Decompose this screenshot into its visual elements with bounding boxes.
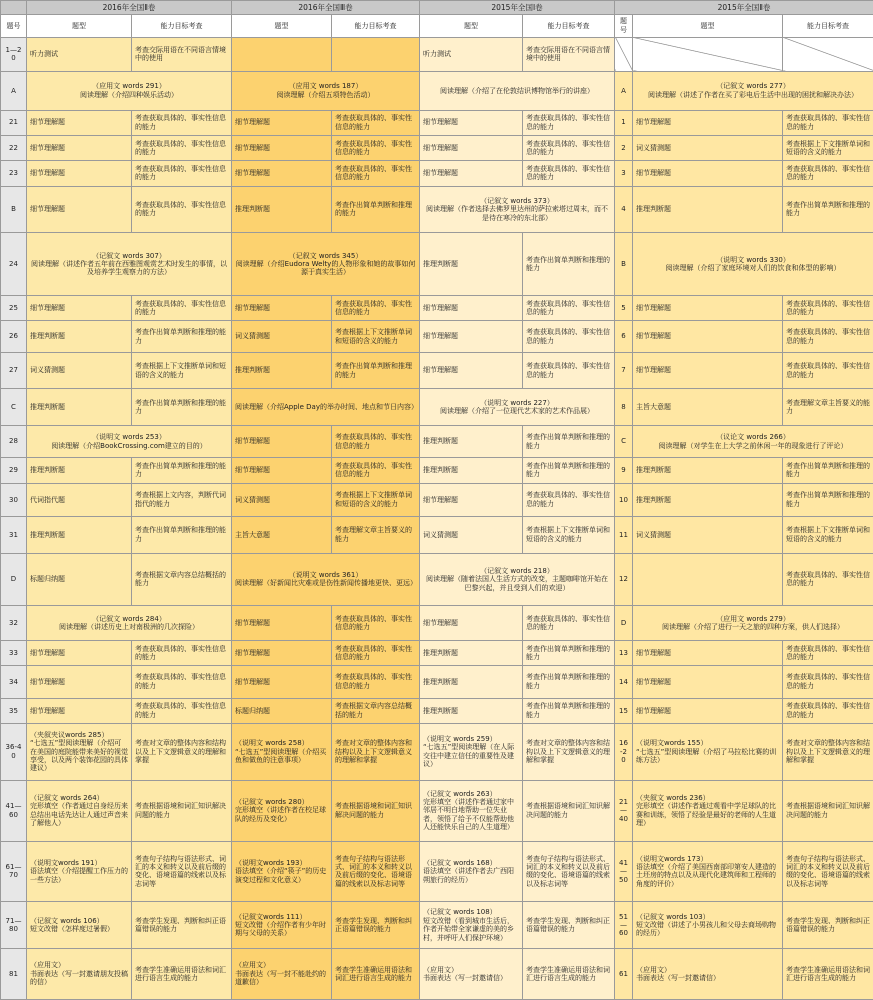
table-row xyxy=(1,425,873,457)
type-cell: 细节理解题 xyxy=(633,352,783,389)
row-number: 3 xyxy=(615,161,633,186)
row-number: 71—80 xyxy=(1,902,27,949)
ability-cell: 考查根据上下文推断单词和短语的含义的能力 xyxy=(132,352,232,389)
ability-cell: 考查学生发现、判断和纠正语篇错误的能力 xyxy=(783,902,873,949)
row-number: 1 xyxy=(615,110,633,135)
type-cell: 推理判断题 xyxy=(420,233,523,296)
row-number: D xyxy=(615,606,633,640)
type-cell: 推理判断题 xyxy=(27,517,132,554)
type-cell: 细节理解题 xyxy=(232,110,332,135)
row-number: 6 xyxy=(615,321,633,352)
row-number: D xyxy=(1,553,27,606)
num-header: 题号 xyxy=(1,15,27,37)
row-number: 21 xyxy=(1,110,27,135)
type-cell: （记叙文 words 168） 语法填空（讲述作者去广西阳朔旅行的经历） xyxy=(420,841,523,902)
ability-cell: 考查学生准确运用语法和词汇进行语言生成的能力 xyxy=(132,949,232,1000)
type-cell: （说明文words 173） 语法填空（介绍了美国西南部印第安人建造的土坯房的特点以及从现代化建筑师和工程师的角度的评价） xyxy=(633,841,783,902)
ability-cell: 考查对文章的整体内容和结构以及上下文逻辑意义的理解和掌握 xyxy=(783,723,873,780)
ability-cell: 考查获取具体的、事实性信息的能力 xyxy=(783,110,873,135)
ability-cell: 考查根据文章内容总结概括的能力 xyxy=(332,698,420,723)
type-cell: 细节理解题 xyxy=(420,110,523,135)
ability-cell: 考查获取具体的、事实性信息的能力 xyxy=(783,698,873,723)
ability-cell: 考查根据上下文推断单词和短语的含义的能力 xyxy=(783,135,873,160)
passage-cell: 阅读理解（介绍Apple Day的举办时间、地点和节日内容） xyxy=(232,389,420,426)
type-cell: 词义猜测题 xyxy=(27,352,132,389)
type-cell: （记叙文 words 280） 完形填空（讲述作者在校足球队的经历及变化） xyxy=(232,780,332,841)
type-cell: 细节理解题 xyxy=(27,640,132,665)
row-number: A xyxy=(615,71,633,110)
type-cell: （说明文 words 259） “七选五”型阅读理解（在人际交往中建立信任的重要性及建议） xyxy=(420,723,523,780)
ability-cell: 考查获取具体的、事实性信息的能力 xyxy=(783,296,873,321)
ability-cell: 考查获取具体的、事实性信息的能力 xyxy=(132,186,232,233)
type-cell: 词义猜测题 xyxy=(633,517,783,554)
passage-cell: （说明文 words 253） 阅读理解（介绍BookCrossing.com建立的目的） xyxy=(27,425,232,457)
type-cell: 细节理解题 xyxy=(232,425,332,457)
row-number: 12 xyxy=(615,553,633,606)
table-row xyxy=(1,949,873,1000)
row-number: 24 xyxy=(1,233,27,296)
type-cell: 推理判断题 xyxy=(633,483,783,516)
row-number: 16-20 xyxy=(615,723,633,780)
ability-cell: 考查作出简单判断和推理的能力 xyxy=(523,698,615,723)
ability-header: 能力目标考查 xyxy=(332,15,420,37)
type-cell: 推理判断题 xyxy=(420,666,523,698)
ability-cell: 考查获取具体的、事实性信息的能力 xyxy=(523,110,615,135)
type-cell: 主旨大意题 xyxy=(232,517,332,554)
type-cell: （说明文words 155） “七选五”型阅读理解（介绍了马拉松比赛的训练方法） xyxy=(633,723,783,780)
type-cell: 词义猜测题 xyxy=(633,135,783,160)
table-row xyxy=(1,161,873,186)
type-cell: 推理判断题 xyxy=(232,186,332,233)
type-cell xyxy=(633,37,783,71)
type-header: 题型 xyxy=(232,15,332,37)
ability-cell: 考查获取具体的、事实性信息的能力 xyxy=(523,321,615,352)
exam-header: 2016年全国Ⅲ卷 xyxy=(232,1,420,15)
ability-cell: 考查学生发现、判断和纠正语篇错误的能力 xyxy=(523,902,615,949)
ability-cell: 考查根据上文内容，判断代词指代的能力 xyxy=(132,483,232,516)
ability-cell: 考查对文章的整体内容和结构以及上下文逻辑意义的理解和掌握 xyxy=(523,723,615,780)
row-number: 15 xyxy=(615,698,633,723)
type-cell: 细节理解题 xyxy=(27,666,132,698)
ability-cell: 考查获取具体的、事实性信息的能力 xyxy=(332,135,420,160)
ability-cell: 考查理解文章主旨要义的能力 xyxy=(783,389,873,426)
table-row xyxy=(1,553,873,606)
row-number: 36-40 xyxy=(1,723,27,780)
table-row xyxy=(1,517,873,554)
type-cell xyxy=(633,553,783,606)
type-cell: 细节理解题 xyxy=(232,161,332,186)
ability-cell: 考查句子结构与语法形式、词汇的本义和转义以及前后缀的变化、语境语篇的线索以及标志词等 xyxy=(523,841,615,902)
type-cell: （应用文） 书面表达（写一封不能赴约的道歉信） xyxy=(232,949,332,1000)
row-number: C xyxy=(1,389,27,426)
ability-cell: 考查获取具体的、事实性信息的能力 xyxy=(783,321,873,352)
table-row xyxy=(1,458,873,483)
type-cell: 细节理解题 xyxy=(232,135,332,160)
ability-cell: 考查交际用语在不同语言情境中的使用 xyxy=(523,37,615,71)
type-cell: （记叙文 words 263） 完形填空（讲述作者通过家中邻居不明白地帮助一位失业者，领悟了给予不仅能帮助他人还能快乐自己的人生道理） xyxy=(420,780,523,841)
table-row xyxy=(1,186,873,233)
ability-cell: 考查作出简单判断和推理的能力 xyxy=(132,517,232,554)
table-row xyxy=(1,606,873,640)
ability-cell: 考查获取具体的、事实性信息的能力 xyxy=(523,606,615,640)
ability-cell: 考查句子结构与语法形式、词汇的本义和转义以及前后缀的变化、语境语篇的线索以及标志词等 xyxy=(783,841,873,902)
type-cell: 细节理解题 xyxy=(420,135,523,160)
ability-cell: 考查句子结构与语法形式、词汇的本义和转义以及前后缀的变化、语境语篇的线索以及标志词等 xyxy=(132,841,232,902)
ability-cell: 考查理解文章主旨要义的能力 xyxy=(332,517,420,554)
ability-cell xyxy=(332,37,420,71)
ability-cell: 考查根据文章内容总结概括的能力 xyxy=(132,553,232,606)
row-number: 23 xyxy=(1,161,27,186)
table-row xyxy=(1,389,873,426)
row-number: 31 xyxy=(1,517,27,554)
ability-cell: 考查根据上下文推断单词和短语的含义的能力 xyxy=(783,517,873,554)
num-header: 题号 xyxy=(615,15,633,37)
ability-cell: 考查作出简单判断和推理的能力 xyxy=(783,458,873,483)
type-cell: 推理判断题 xyxy=(27,458,132,483)
passage-cell: （说明文 words 227） 阅读理解（介绍了一位现代艺术家的艺术作品展） xyxy=(420,389,615,426)
ability-cell: 考查作出简单判断和推理的能力 xyxy=(332,186,420,233)
type-cell: （记叙文 words 103） 短文改错（讲述了小男孩儿和父母去商场购物的经历） xyxy=(633,902,783,949)
passage-cell: （记叙文 words 345） 阅读理解（介绍Eudora Welty的人物形象和她的故事如何源于真实生活） xyxy=(232,233,420,296)
table-row xyxy=(1,780,873,841)
passage-cell: （记叙文 words 307） 阅读理解（讲述作者五年前在西雅图观赏艺术时发生的事情，以及培养学生观察力的方法） xyxy=(27,233,232,296)
type-header: 题型 xyxy=(27,15,132,37)
row-number: B xyxy=(615,233,633,296)
ability-cell: 考查作出简单判断和推理的能力 xyxy=(783,483,873,516)
row-number: 21—40 xyxy=(615,780,633,841)
row-number: 11 xyxy=(615,517,633,554)
type-cell: 词义猜测题 xyxy=(420,517,523,554)
ability-header: 能力目标考查 xyxy=(783,15,873,37)
ability-cell: 考查对文章的整体内容和结构以及上下文逻辑意义的理解和掌握 xyxy=(132,723,232,780)
type-cell: （应用文） 书面表达（写一封邀请信） xyxy=(420,949,523,1000)
table-row xyxy=(1,483,873,516)
ability-cell: 考查交际用语在不同语言情境中的使用 xyxy=(132,37,232,71)
row-number: 2 xyxy=(615,135,633,160)
type-cell: （记叙文 words 108） 短文改错（看到城市生活后，作者开始带全家谦虚的美的乡村，并呼吁人们保护环境） xyxy=(420,902,523,949)
row-number: 61—70 xyxy=(1,841,27,902)
row-number: 8 xyxy=(615,389,633,426)
ability-cell: 考查获取具体的、事实性信息的能力 xyxy=(783,553,873,606)
type-cell: （说明文words 193） 语法填空（介绍“筷子”的历史演变过程和文化意义） xyxy=(232,841,332,902)
type-cell: 听力测试 xyxy=(27,37,132,71)
ability-cell: 考查作出简单判断和推理的能力 xyxy=(332,352,420,389)
table-row xyxy=(1,723,873,780)
type-cell: 细节理解题 xyxy=(232,606,332,640)
ability-header: 能力目标考查 xyxy=(132,15,232,37)
type-cell: 细节理解题 xyxy=(27,135,132,160)
row-number: B xyxy=(1,186,27,233)
row-number: 61 xyxy=(615,949,633,1000)
header-row-columns xyxy=(1,15,873,37)
row-number: 1—20 xyxy=(1,37,27,71)
row-number: C xyxy=(615,425,633,457)
passage-cell: （记叙文 words 218） 阅读理解（随着法国人生活方式的改变，主题咖啡馆开始在巴黎兴起，并且受到人们的欢迎） xyxy=(420,553,615,606)
ability-cell: 考查根据语境和词汇知识解决问题的能力 xyxy=(132,780,232,841)
header-row-exams xyxy=(1,1,873,15)
type-cell: 推理判断题 xyxy=(420,425,523,457)
type-cell: 细节理解题 xyxy=(232,296,332,321)
row-number: 14 xyxy=(615,666,633,698)
row-number: 28 xyxy=(1,425,27,457)
type-cell: （说明文 words 258） “七选五”型阅读理解（介绍买鱼和做鱼的注意事项） xyxy=(232,723,332,780)
ability-cell: 考查作出简单判断和推理的能力 xyxy=(523,233,615,296)
type-cell: 标题归纳题 xyxy=(232,698,332,723)
ability-cell: 考查作出简单判断和推理的能力 xyxy=(523,640,615,665)
type-cell: （记叙文words 111） 短文改错（介绍作者有少年时期与父母的关系） xyxy=(232,902,332,949)
corner-cell xyxy=(1,1,27,15)
type-cell: 细节理解题 xyxy=(420,606,523,640)
ability-cell: 考查获取具体的、事实性信息的能力 xyxy=(332,425,420,457)
ability-cell: 考查学生准确运用语法和词汇进行语言生成的能力 xyxy=(332,949,420,1000)
row-number xyxy=(615,37,633,71)
type-cell: 细节理解题 xyxy=(27,296,132,321)
row-number: 81 xyxy=(1,949,27,1000)
type-cell: 细节理解题 xyxy=(232,640,332,665)
passage-cell: （记叙文 words 284） 阅读理解（讲述历史上对南极洲的几次探险） xyxy=(27,606,232,640)
passage-cell: （应用文 words 187） 阅读理解（介绍五项特色活动） xyxy=(232,71,420,110)
table-row xyxy=(1,321,873,352)
ability-cell: 考查对文章的整体内容和结构以及上下文逻辑意义的理解和掌握 xyxy=(332,723,420,780)
ability-cell: 考查根据上下文推断单词和短语的含义的能力 xyxy=(332,321,420,352)
ability-cell: 考查学生准确运用语法和词汇进行语言生成的能力 xyxy=(523,949,615,1000)
row-number: 41—50 xyxy=(615,841,633,902)
type-cell: 细节理解题 xyxy=(420,161,523,186)
type-cell: 细节理解题 xyxy=(420,321,523,352)
type-cell: 推理判断题 xyxy=(633,186,783,233)
type-cell: 细节理解题 xyxy=(633,698,783,723)
type-cell xyxy=(232,37,332,71)
ability-cell: 考查根据语境和词汇知识解决问题的能力 xyxy=(523,780,615,841)
ability-cell: 考查获取具体的、事实性信息的能力 xyxy=(523,161,615,186)
ability-cell: 考查获取具体的、事实性信息的能力 xyxy=(132,110,232,135)
row-number: 51—60 xyxy=(615,902,633,949)
type-cell: 推理判断题 xyxy=(420,698,523,723)
ability-cell: 考查根据语境和词汇知识解决问题的能力 xyxy=(332,780,420,841)
type-cell: 推理判断题 xyxy=(633,458,783,483)
row-number: 32 xyxy=(1,606,27,640)
type-cell: （夹叙文 words 236） 完形填空（讲述作者通过观看中学足球队的比赛和训练，领悟了经验是最好的老师的人生道理） xyxy=(633,780,783,841)
type-cell: （记叙文 words 106） 短文改错（怎样度过暑假） xyxy=(27,902,132,949)
type-cell: （记叙文 words 264） 完形填空（作者通过自身经历来总结出电话先达让人通过声音来了解他人） xyxy=(27,780,132,841)
ability-cell: 考查作出简单判断和推理的能力 xyxy=(132,458,232,483)
type-cell: 细节理解题 xyxy=(420,296,523,321)
table-row xyxy=(1,135,873,160)
table-row xyxy=(1,71,873,110)
row-number: 27 xyxy=(1,352,27,389)
ability-cell: 考查根据上下文推断单词和短语的含义的能力 xyxy=(523,517,615,554)
row-number: 9 xyxy=(615,458,633,483)
ability-cell: 考查句子结构与语法形式、词汇的本义和转义以及前后缀的变化、语境语篇的线索以及标志词等 xyxy=(332,841,420,902)
row-number: 26 xyxy=(1,321,27,352)
ability-cell: 考查获取具体的、事实性信息的能力 xyxy=(523,135,615,160)
passage-cell: 阅读理解（介绍了在伦敦结识博物馆举行的讲座） xyxy=(420,71,615,110)
type-cell: 词义猜测题 xyxy=(232,483,332,516)
type-cell: 推理判断题 xyxy=(420,458,523,483)
type-cell: 细节理解题 xyxy=(232,666,332,698)
row-number: 29 xyxy=(1,458,27,483)
ability-cell: 考查根据语境和词汇知识解决问题的能力 xyxy=(783,780,873,841)
table-row xyxy=(1,37,873,71)
type-cell: （说明文words 191） 语法填空（介绍提醒工作压力的一些方法） xyxy=(27,841,132,902)
table-row xyxy=(1,666,873,698)
type-cell: 主旨大意题 xyxy=(633,389,783,426)
type-header: 题型 xyxy=(633,15,783,37)
ability-cell: 考查获取具体的、事实性信息的能力 xyxy=(132,666,232,698)
ability-cell: 考查学生准确运用语法和词汇进行语言生成的能力 xyxy=(783,949,873,1000)
ability-cell: 考查获取具体的、事实性信息的能力 xyxy=(132,135,232,160)
ability-cell: 考查获取具体的、事实性信息的能力 xyxy=(132,161,232,186)
table-row xyxy=(1,352,873,389)
type-cell: 细节理解题 xyxy=(633,640,783,665)
type-cell: 推理判断题 xyxy=(232,352,332,389)
ability-cell: 考查获取具体的、事实性信息的能力 xyxy=(132,698,232,723)
ability-cell: 考查获取具体的、事实性信息的能力 xyxy=(783,640,873,665)
type-cell: 细节理解题 xyxy=(27,110,132,135)
type-cell: 推理判断题 xyxy=(27,389,132,426)
type-cell: （应用文） 书面表达（写一封邀请朋友投稿的信） xyxy=(27,949,132,1000)
ability-cell: 考查作出简单判断和推理的能力 xyxy=(783,186,873,233)
row-number: 4 xyxy=(615,186,633,233)
ability-cell: 考查学生发现、判断和纠正语篇错误的能力 xyxy=(332,902,420,949)
passage-cell: （应用文 words 279） 阅读理解（介绍了进行一天之旅的四种方案，供人们选择） xyxy=(633,606,873,640)
row-number: 33 xyxy=(1,640,27,665)
ability-cell: 考查获取具体的、事实性信息的能力 xyxy=(523,352,615,389)
table-row xyxy=(1,841,873,902)
type-cell: 细节理解题 xyxy=(27,698,132,723)
type-cell: 细节理解题 xyxy=(420,352,523,389)
passage-cell: （记叙文 words 373） 阅读理解（作者选择去佛罗里达州的萨拉索塔过周末，而不是待在寒冷的东北部） xyxy=(420,186,615,233)
ability-cell: 考查获取具体的、事实性信息的能力 xyxy=(783,161,873,186)
ability-cell: 考查作出简单判断和推理的能力 xyxy=(523,458,615,483)
table-row xyxy=(1,233,873,296)
ability-cell: 考查学生发现、判断和纠正语篇错误的能力 xyxy=(132,902,232,949)
ability-cell: 考查获取具体的、事实性信息的能力 xyxy=(132,640,232,665)
ability-cell: 考查作出简单判断和推理的能力 xyxy=(132,389,232,426)
ability-cell: 考查获取具体的、事实性信息的能力 xyxy=(783,352,873,389)
type-cell: 标题归纳题 xyxy=(27,553,132,606)
ability-cell: 考查获取具体的、事实性信息的能力 xyxy=(332,666,420,698)
row-number: 10 xyxy=(615,483,633,516)
type-cell: 细节理解题 xyxy=(27,161,132,186)
type-cell: （应用文） 书面表达（写一封邀请信） xyxy=(633,949,783,1000)
type-cell: 推理判断题 xyxy=(420,640,523,665)
type-cell: 细节理解题 xyxy=(232,458,332,483)
row-number: 7 xyxy=(615,352,633,389)
exam-header: 2015年全国Ⅱ卷 xyxy=(615,1,873,15)
row-number: 5 xyxy=(615,296,633,321)
passage-cell: （说明文 words 361） 阅读理解（好新闻比灾难或是伤性新闻传播地更快、更远） xyxy=(232,553,420,606)
type-cell: 细节理解题 xyxy=(420,483,523,516)
table-row xyxy=(1,640,873,665)
type-cell: 听力测试 xyxy=(420,37,523,71)
table-row xyxy=(1,698,873,723)
ability-header: 能力目标考查 xyxy=(523,15,615,37)
row-number: 35 xyxy=(1,698,27,723)
type-cell: 细节理解题 xyxy=(633,296,783,321)
ability-cell: 考查获取具体的、事实性信息的能力 xyxy=(523,296,615,321)
ability-cell: 考查获取具体的、事实性信息的能力 xyxy=(332,110,420,135)
row-number: 13 xyxy=(615,640,633,665)
ability-cell: 考查作出简单判断和推理的能力 xyxy=(132,321,232,352)
row-number: 22 xyxy=(1,135,27,160)
row-number: 30 xyxy=(1,483,27,516)
ability-cell: 考查获取具体的、事实性信息的能力 xyxy=(332,161,420,186)
ability-cell: 考查获取具体的、事实性信息的能力 xyxy=(783,666,873,698)
passage-cell: （应用文 words 291） 阅读理解（介绍四种娱乐活动） xyxy=(27,71,232,110)
ability-cell: 考查作出简单判断和推理的能力 xyxy=(523,666,615,698)
row-number: 25 xyxy=(1,296,27,321)
passage-cell: （议论文 words 266） 阅读理解（对学生在上大学之前休闲一年的现象进行了评论） xyxy=(633,425,873,457)
type-cell: 细节理解题 xyxy=(633,110,783,135)
row-number: 41—60 xyxy=(1,780,27,841)
ability-cell xyxy=(783,37,873,71)
ability-cell: 考查获取具体的、事实性信息的能力 xyxy=(132,296,232,321)
ability-cell: 考查获取具体的、事实性信息的能力 xyxy=(332,296,420,321)
passage-cell: （说明文 words 330） 阅读理解（介绍了家庭环境对人们的饮食和体型的影响） xyxy=(633,233,873,296)
table-row xyxy=(1,902,873,949)
ability-cell: 考查获取具体的、事实性信息的能力 xyxy=(332,458,420,483)
type-cell: 细节理解题 xyxy=(633,666,783,698)
table-row xyxy=(1,110,873,135)
ability-cell: 考查获取具体的、事实性信息的能力 xyxy=(332,640,420,665)
type-cell: 词义猜测题 xyxy=(232,321,332,352)
exam-header: 2016年全国Ⅱ卷 xyxy=(27,1,232,15)
type-cell: 代词指代题 xyxy=(27,483,132,516)
type-cell: 细节理解题 xyxy=(27,186,132,233)
exam-header: 2015年全国Ⅰ卷 xyxy=(420,1,615,15)
ability-cell: 考查根据上下文推断单词和短语的含义的能力 xyxy=(332,483,420,516)
table-row xyxy=(1,296,873,321)
row-number: A xyxy=(1,71,27,110)
type-cell: （夹叙夹议words 285） “七选五”型阅读理解（介绍可在美国的庭院能带来美好的视觉享受，以及两个装饰花园的具体建议） xyxy=(27,723,132,780)
ability-cell: 考查获取具体的、事实性信息的能力 xyxy=(523,483,615,516)
type-header: 题型 xyxy=(420,15,523,37)
type-cell: 细节理解题 xyxy=(633,321,783,352)
ability-cell: 考查获取具体的、事实性信息的能力 xyxy=(332,606,420,640)
row-number: 34 xyxy=(1,666,27,698)
type-cell: 推理判断题 xyxy=(27,321,132,352)
passage-cell: （记叙文 words 277） 阅读理解（讲述了作者在买了彩电后生活中出现的困扰和解决办法） xyxy=(633,71,873,110)
ability-cell: 考查作出简单判断和推理的能力 xyxy=(523,425,615,457)
type-cell: 细节理解题 xyxy=(633,161,783,186)
